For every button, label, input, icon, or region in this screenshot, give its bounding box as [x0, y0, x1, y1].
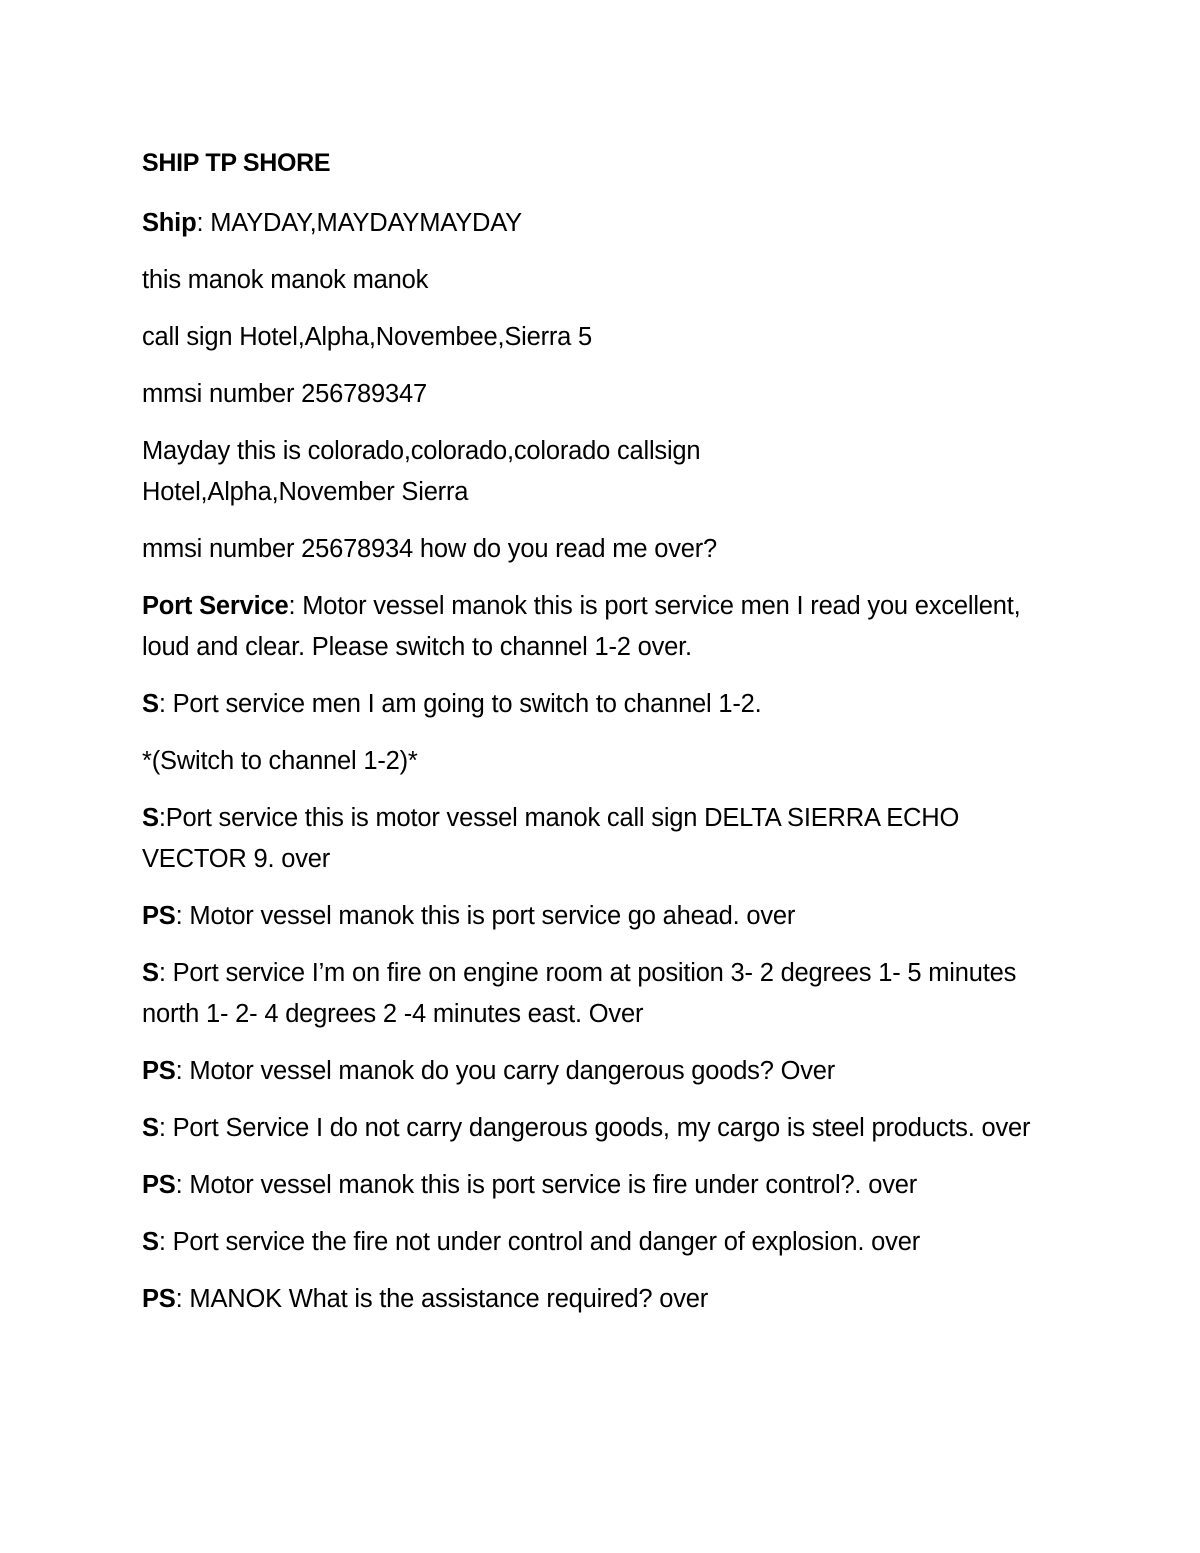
line-text: Port Service I do not carry dangerous goods, my cargo is steel products. over [172, 1114, 1031, 1142]
dialogue-line [142, 1279, 1062, 1320]
dialogue-line [142, 374, 1062, 415]
speaker-separator: : [288, 592, 303, 620]
speaker-label: Port Service [142, 592, 289, 620]
line-text: this manok manok manok [142, 266, 429, 294]
dialogue-line [142, 529, 1062, 570]
speaker-label: PS [142, 1171, 176, 1199]
dialogue-line [142, 741, 1062, 782]
dialogue-line [142, 586, 1062, 668]
dialogue-line [142, 1165, 1062, 1206]
dialogue-line [142, 1108, 1062, 1149]
line-text: Port service I’m on fire on engine room at position 3- 2 degrees 1- 5 minutes north 1- 2- 4 degrees 2 -4 minutes east. Over [142, 959, 1017, 1028]
dialogue-line [142, 317, 1062, 358]
dialogue-line [142, 684, 1062, 725]
dialogue-line [142, 431, 802, 513]
dialogue-line [142, 203, 1062, 244]
speaker-separator: : [158, 804, 166, 832]
dialogue-line [142, 1222, 1062, 1263]
line-text: MAYDAY,MAYDAYMAYDAY [210, 209, 522, 237]
dialogue-line [142, 260, 1062, 301]
speaker-label: PS [142, 902, 176, 930]
speaker-separator: : [158, 1228, 173, 1256]
speaker-label: Ship [142, 209, 197, 237]
speaker-label: S [142, 804, 159, 832]
dialogue-line [142, 798, 1062, 880]
speaker-separator: : [158, 959, 173, 987]
line-text: *(Switch to channel 1-2)* [142, 747, 418, 775]
line-text: Port service men I am going to switch to channel 1-2. [172, 690, 762, 718]
line-text: mmsi number 256789347 [142, 380, 427, 408]
dialogue-line [142, 896, 1062, 937]
document-title: SHIP TP SHORE [142, 149, 331, 177]
speaker-separator: : [175, 902, 190, 930]
line-text: MANOK What is the assistance required? over [189, 1285, 709, 1313]
document-page [142, 146, 1062, 1336]
speaker-label: PS [142, 1285, 176, 1313]
dialogue-line [142, 1051, 1062, 1092]
speaker-separator: : [196, 209, 211, 237]
speaker-label: S [142, 690, 159, 718]
line-text: Motor vessel manok do you carry dangerous goods? Over [189, 1057, 836, 1085]
line-text: Port service the fire not under control and danger of explosion. over [172, 1228, 920, 1256]
speaker-separator: : [158, 690, 173, 718]
speaker-separator: : [158, 1114, 173, 1142]
line-text: Motor vessel manok this is port service go ahead. over [189, 902, 796, 930]
dialogue-line [142, 953, 1062, 1035]
speaker-label: S [142, 1114, 159, 1142]
speaker-label: S [142, 959, 159, 987]
line-text: Motor vessel manok this is port service men I read you excellent, loud and clear. Please switch to channel 1-2 over. [142, 592, 1021, 661]
line-text: mmsi number 25678934 how do you read me over? [142, 535, 717, 563]
line-text: Mayday this is colorado,colorado,colorado callsign Hotel,Alpha,November Sierra [142, 437, 701, 506]
speaker-label: PS [142, 1057, 176, 1085]
line-text: call sign Hotel,Alpha,Novembee,Sierra 5 [142, 323, 593, 351]
speaker-separator: : [175, 1285, 190, 1313]
speaker-separator: : [175, 1057, 190, 1085]
line-text: Port service this is motor vessel manok call sign DELTA SIERRA ECHO VECTOR 9. over [142, 804, 960, 873]
speaker-label: S [142, 1228, 159, 1256]
speaker-separator: : [175, 1171, 190, 1199]
line-text: Motor vessel manok this is port service is fire under control?. over [189, 1171, 918, 1199]
